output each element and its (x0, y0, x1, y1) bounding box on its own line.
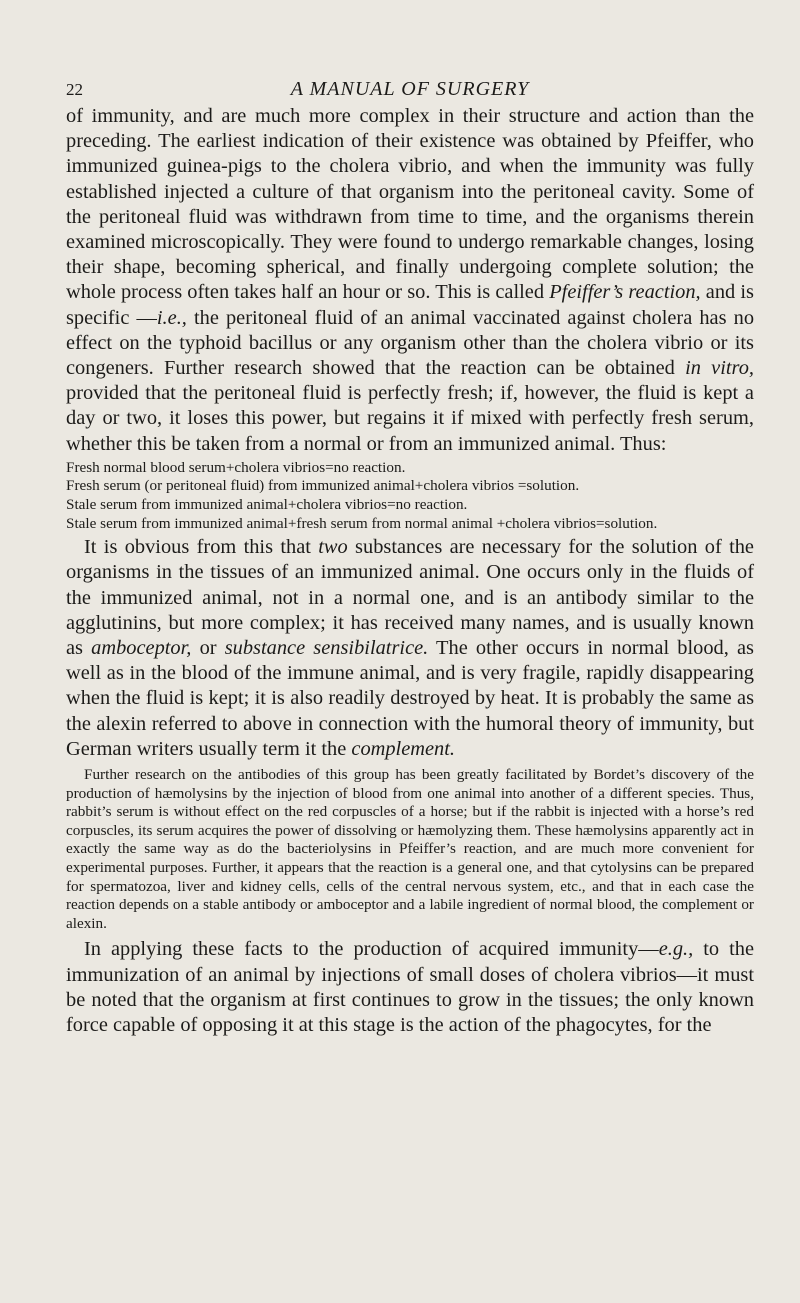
paragraph-immunity-pfeiffer: of immunity, and are much more complex in their structure and action than the preceding. The earliest indication of their existence was obtained by Pfeiffer, who immunized guinea-pigs to the cholera vibrio, and when the immunity was fully established injected a culture of that organism into the peritoneal cavity. Some of the peritoneal fluid was withdrawn from time to time, and the organisms therein examined microscopically. They were found to undergo remarkable changes, losing their shape, becoming spherical, and finally undergoing complete solution; the whole process often takes half an hour or so. This is called Pfeiffer’s reaction, and is specific —i.e., the peritoneal fluid of an animal vaccinated against cholera has no effect on the typhoid bacillus or any organism other than the cholera vibrio or its congeners. Further research showed that the reaction can be obtained in vitro, provided that the peritoneal fluid is perfectly fresh; if, however, the fluid is kept a day or two, it loses this power, but regains it if mixed with perfectly fresh serum, whether this be taken from a normal or from an immunized animal. Thus: (66, 105, 755, 455)
equation-item: Stale serum from immunized animal+fresh serum from normal animal +cholera vibrios=solution. (66, 514, 658, 532)
equation-item: Stale serum from immunized animal+cholera vibrios=no reaction. (66, 496, 468, 514)
page-header (66, 74, 754, 104)
small-print-note: Further research on the antibodies of this group has been greatly facilitated by Bordet’s discovery of the production of hæmolysins by the injection of blood from one animal into another of a different species. Thus, rabbit’s serum is without effect on the red corpuscles of a horse; but if the rabbit is injected with a horse’s red corpuscles, its serum acquires the power of dissolving or hæmolyzing them. These hæmolysins apparently act in exactly the same way as do the bacteriolysins in Pfeiffer’s reaction, and are much more convenient for experimental purposes. Further, it appears that the reaction is a general one, and that cytolysins can be prepared for spermatozoa, liver and kidney cells, cells of the central nervous system, etc., and that in each case the reaction depends on a stable antibody or amboceptor and a labile ingredient of normal blood, the complement or alexin. (66, 766, 754, 932)
equation-item: Fresh serum (or peritoneal fluid) from immunized animal+cholera vibrios =solution. (66, 477, 580, 495)
book-page (66, 74, 754, 1038)
paragraph-two-substances: It is obvious from this that two substances are necessary for the solution of the organisms in the tissues of an immunized animal. One occurs only in the fluids of the immunized animal, not in a normal one, and is an antibody similar to the agglutinins, but more complex; it has received many names, and is usually known as amboceptor, or substance sensibilatrice. The other occurs in normal blood, as well as in the blood of the immune animal, and is very fragile, rapidly disappearing when the fluid is kept; it is also readily destroyed by heat. It is probably the same as the alexin referred to above in connection with the humoral theory of immunity, but German writers usually term it the complement. (66, 536, 754, 760)
page-number: 22 (66, 80, 83, 99)
running-title: A MANUAL OF SURGERY (290, 78, 530, 100)
equation-list (66, 459, 754, 533)
paragraph-acquired-immunity: In applying these facts to the production of acquired immunity—e.g., to the immunization of an animal by injections of small doses of cholera vibrios—it must be noted that the organism at first continues to grow in the tissues; the only known force capable of opposing it at this stage is the action of the phagocytes, for the (66, 938, 754, 1036)
equation-item: Fresh normal blood serum+cholera vibrios=no reaction. (66, 458, 406, 476)
